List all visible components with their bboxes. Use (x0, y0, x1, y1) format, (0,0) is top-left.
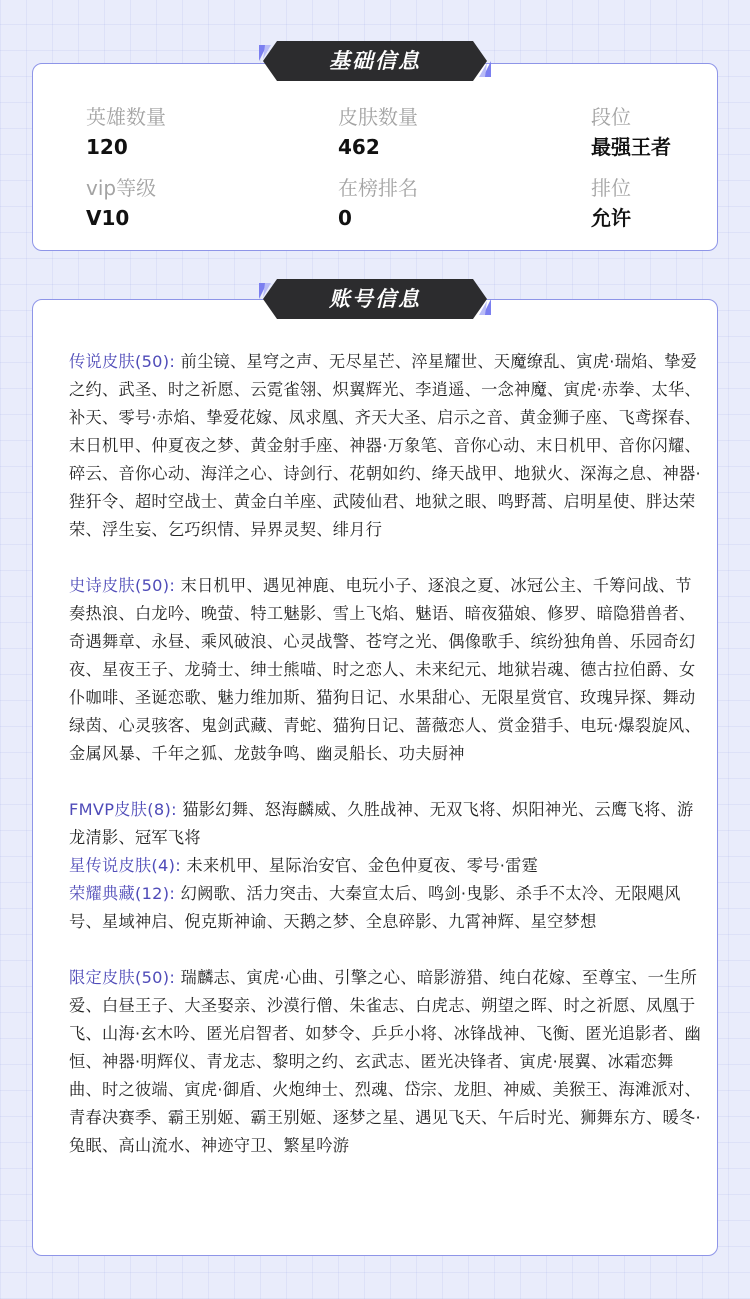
section-glory-collection (69, 880, 701, 936)
category-items: 未来机甲、星际治安官、金色仲夏夜、零号·雷霆 (181, 856, 539, 875)
stat-hero-count (86, 102, 286, 162)
stat-value: 462 (338, 135, 380, 159)
category-label: 史诗皮肤(50): (69, 576, 176, 595)
section-fmvp-skins (69, 796, 701, 852)
category-items: 瑞麟志、寅虎·心曲、引擎之心、暗影游猎、纯白花嫁、至尊宝、一生所爱、白昼王子、大圣娶亲、沙漠行僧、朱雀志、白虎志、朔望之晖、时之祈愿、凤凰于飞、山海·玄木吟、匿光启智者、如梦令、乒乒小将、冰锋战神、飞衡、匿光追影者、幽恒、神器·明辉仪、青龙志、黎明之约、玄武志、匿光决锋者、寅虎·展翼、冰霜恋舞曲、时之彼端、寅虎·御盾、火炮绅士、烈魂、岱宗、龙胆、神威、美猴王、海滩派对、青春决赛季、霸王别姬、霸王别姬、逐梦之星、遇见飞天、午后时光、狮舞东方、暖冬·兔眠、高山流水、神迹守卫、繁星吟游 (69, 968, 701, 1155)
category-label: 星传说皮肤(4): (69, 856, 182, 875)
category-label: 限定皮肤(50): (69, 968, 176, 987)
stat-value: V10 (86, 206, 130, 230)
section-epic-skins (69, 572, 701, 768)
skin-list (69, 348, 701, 1160)
section-limited-skins (69, 964, 701, 1160)
stat-label: 段位 (591, 105, 631, 129)
stat-value: 0 (338, 206, 352, 230)
category-items: 前尘镜、星穹之声、无尽星芒、淬星耀世、天魔缭乱、寅虎·瑞焰、挚爱之约、武圣、时之祈愿、云霓雀翎、炽翼辉光、李逍遥、一念神魔、寅虎·赤拳、太华、补天、零号·赤焰、挚爱花嫁、凤求凰、齐天大圣、启示之音、黄金狮子座、飞鸢探春、末日机甲、仲夏夜之梦、黄金射手座、神器·万象笔、音你心动、末日机甲、音你闪耀、碎云、音你心动、海洋之心、诗剑行、花朝如约、绛天战甲、地狱火、深海之息、神器·狴犴令、超时空战士、黄金白羊座、武陵仙君、地狱之眼、鸣野蒿、启明星使、胖达荣荣、浮生妄、乞巧织情、异界灵契、绯月行 (69, 352, 701, 539)
category-items: 末日机甲、遇见神鹿、电玩小子、逐浪之夏、冰冠公主、千筹问战、节奏热浪、白龙吟、晚萤、特工魅影、雪上飞焰、魅语、暗夜猫娘、修罗、暗隐猎兽者、奇遇舞章、永昼、乘风破浪、心灵战警、苍穹之光、偶像歌手、缤纷独角兽、乐园奇幻夜、星夜王子、龙骑士、绅士熊喵、时之恋人、未来纪元、地狱岩魂、德古拉伯爵、女仆咖啡、圣诞恋歌、魅力维加斯、猫狗日记、水果甜心、无限星赏官、玫瑰异探、舞动绿茵、心灵骇客、鬼剑武藏、青蛇、猫狗日记、蔷薇恋人、赏金猎手、电玩·爆裂旋风、金属风暴、千年之狐、龙鼓争鸣、幽灵船长、功夫厨神 (69, 576, 701, 763)
stat-value: 允许 (591, 206, 631, 230)
stat-vip-level (86, 173, 286, 233)
stat-label: 英雄数量 (86, 105, 166, 129)
category-label: 传说皮肤(50): (69, 352, 176, 371)
section-legend-skins (69, 348, 701, 544)
stat-label: 在榜排名 (338, 176, 418, 200)
stat-label: vip等级 (86, 176, 157, 200)
account-info-title: 账号信息 (329, 287, 421, 311)
basic-info-card (32, 63, 718, 251)
stat-ranked-allowed (591, 173, 750, 233)
account-info-banner (255, 275, 495, 323)
basic-info-title: 基础信息 (329, 49, 421, 73)
stat-leaderboard-rank (338, 173, 538, 233)
stat-value: 120 (86, 135, 128, 159)
stat-value: 最强王者 (591, 135, 671, 159)
category-label: FMVP皮肤(8): (69, 800, 177, 819)
stat-label: 皮肤数量 (338, 105, 418, 129)
account-info-card (32, 299, 718, 1256)
stat-rank-tier (591, 102, 750, 162)
category-label: 荣耀典藏(12): (69, 884, 176, 903)
category-items: 猫影幻舞、怒海麟威、久胜战神、无双飞将、炽阳神光、云鹰飞将、游龙清影、冠军飞将 (69, 800, 694, 847)
basic-info-banner (255, 37, 495, 85)
stat-label: 排位 (591, 176, 631, 200)
section-star-legend-skins (69, 852, 701, 880)
category-items: 幻阙歌、活力突击、大秦宣太后、鸣剑·曳影、杀手不太冷、无限飓风号、星域神启、倪克斯神谕、天鹅之梦、全息碎影、九霄神辉、星空梦想 (69, 884, 681, 931)
stat-skin-count (338, 102, 538, 162)
